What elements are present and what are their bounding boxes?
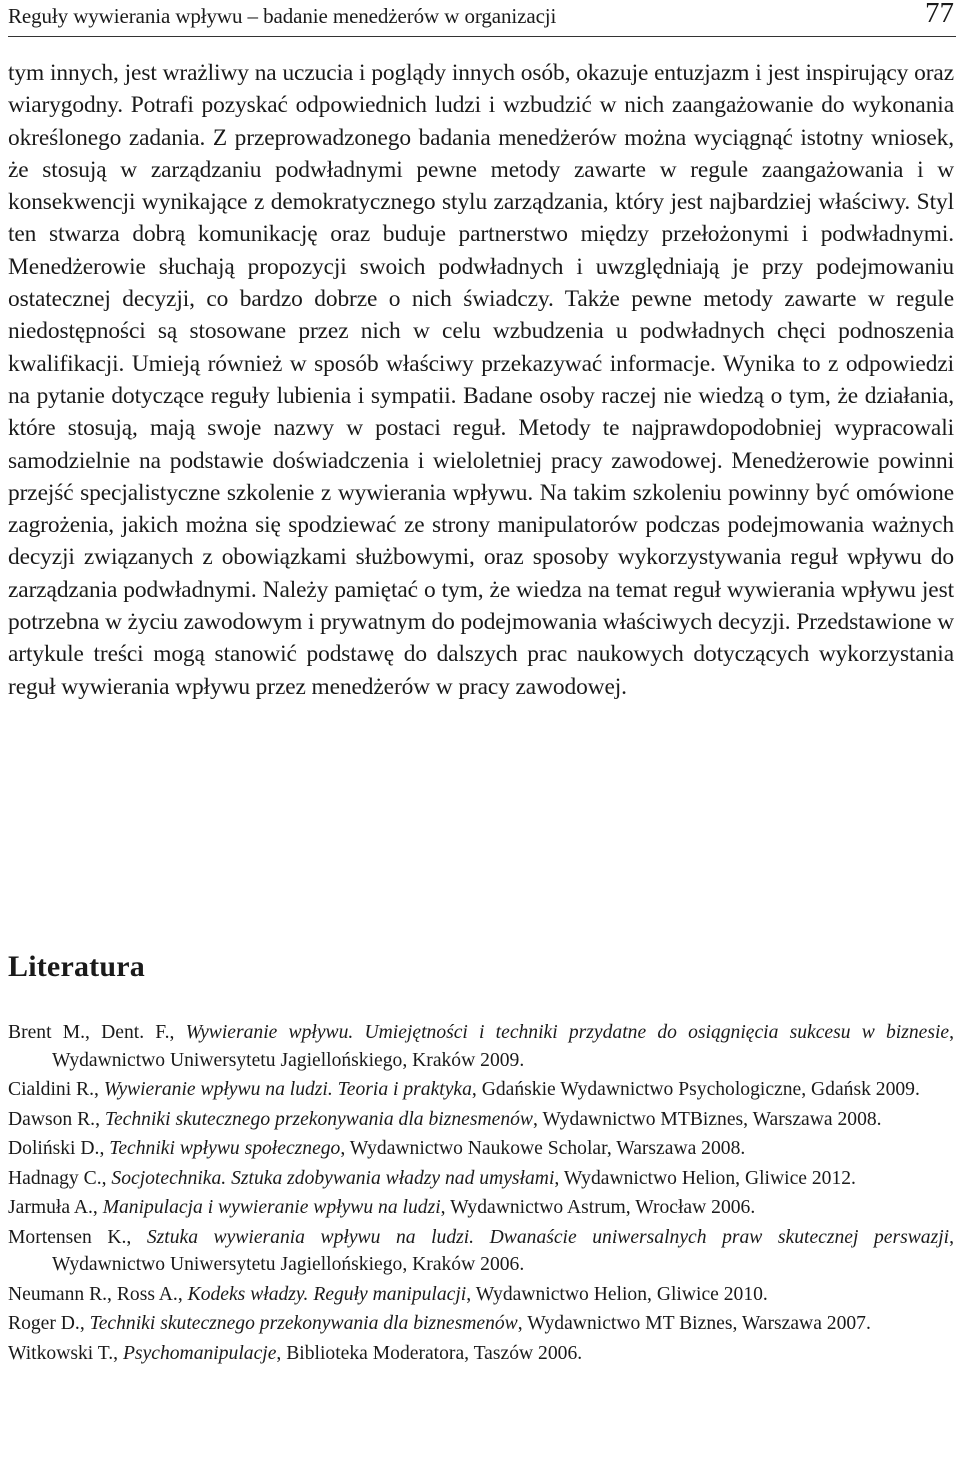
- reference-author: Doliński D.,: [8, 1138, 110, 1159]
- reference-publisher: , Wydawnictwo Helion, Gliwice 2012.: [554, 1167, 856, 1189]
- reference-publisher: , Wydawnictwo Astrum, Wrocław 2006.: [440, 1197, 756, 1218]
- reference-publisher: , Wydawnictwo MTBiznes, Warszawa 2008.: [533, 1108, 882, 1130]
- reference-author: Mortensen K.,: [8, 1226, 147, 1248]
- page-number: 77: [925, 0, 954, 29]
- reference-title: Wywieranie wpływu. Umiejętności i techniki przydatne do osiągnięcia sukcesu w biznesie: [185, 1022, 950, 1043]
- reference-publisher: , Wydawnictwo Uniwersytetu Jagiellońskiego, Kraków 2006.: [52, 1226, 954, 1275]
- reference-author: Jarmuła A.,: [8, 1197, 103, 1218]
- reference-item: [8, 1165, 954, 1193]
- reference-item: [8, 1281, 954, 1309]
- reference-list: [8, 1019, 954, 1369]
- reference-author: Cialdini R.,: [8, 1079, 104, 1100]
- body-paragraph: tym innych, jest wrażliwy na uczucia i poglądy innych osób, okazuje entuzjazm i jest inspirujący oraz wiarygodny. Potrafi pozyskać odpowiednich ludzi i wzbudzić w nich zaangażowanie do wykonania określonego zadania. Z przeprowadzonego badania menedżerów można wyciągnąć istotny wniosek, że stosują w zarządzaniu podwładnymi pewne metody zawarte w regule zaangażowania i w konsekwencji wynikające z demokratycznego stylu zarządzania, który jest najbardziej właściwy. Styl ten stwarza dobrą komunikację oraz buduje partnerstwo między przełożonymi i podwładnymi. Menedżerowie słuchają propozycji swoich podwładnych i uwzględniają je przy podejmowaniu ostatecznej decyzji, co bardzo dobrze o nich świadczy. Także pewne metody zawarte w regule niedostępności są stosowane przez nich w celu wzbudzenia u podwładnych chęci podnoszenia kwalifikacji. Umieją również w sposób właściwy przekazywać informacje. Wynika to z odpowiedzi na pytanie dotyczące reguły lubienia i sympatii. Badane osoby raczej nie wiedzą o tym, że działania, które stosują, mają swoje nazwy w postaci reguł. Metody te najprawdopodobniej wypracowali samodzielnie na podstawie doświadczenia i wieloletniej pracy zawodowej. Menedżerowie powinni przejść specjalistyczne szkolenie z wywierania wpływu. Na takim szkoleniu powinny być omówione zagrożenia, jakich można się spodziewać ze strony manipulatorów podczas podejmowania ważnych decyzji związanych z obowiązkami służbowymi, oraz sposoby wykorzystywania reguł wpływu do zarządzania podwładnymi. Należy pamiętać o tym, że wiedza na temat reguł wywierania wpływu jest potrzebna w życiu zawodowym i prywatnym do podejmowania właściwych decyzji. Przedstawione w artykule treści mogą stanowić podstawę do dalszych prac naukowych dotyczących wykorzystania reguł wywierania wpływu przez menedżerów w pracy zawodowej.: [8, 60, 954, 700]
- reference-author: Witkowski T.,: [8, 1342, 123, 1364]
- reference-publisher: , Gdańskie Wydawnictwo Psychologiczne, Gdańsk 2009.: [471, 1079, 920, 1100]
- reference-author: Neumann R., Ross A.,: [8, 1283, 188, 1305]
- reference-title: Sztuka wywierania wpływu na ludzi. Dwanaście uniwersalnych praw skutecznej perswazji: [146, 1226, 950, 1248]
- reference-publisher: , Wydawnictwo Uniwersytetu Jagiellońskiego, Kraków 2009.: [52, 1022, 954, 1071]
- reference-author: Hadnagy C.,: [8, 1167, 112, 1189]
- reference-author: Dawson R.,: [8, 1108, 105, 1130]
- reference-author: Brent M., Dent. F.,: [8, 1022, 186, 1043]
- reference-title: Kodeks władzy. Reguły manipulacji: [187, 1283, 467, 1305]
- reference-title: Psychomanipulacje: [122, 1342, 277, 1364]
- running-header: [8, 0, 956, 37]
- section-heading-literatura: Literatura: [8, 950, 145, 983]
- reference-publisher: , Wydawnictwo MT Biznes, Warszawa 2007.: [517, 1313, 871, 1334]
- reference-item: [8, 1310, 954, 1338]
- reference-item: [8, 1106, 954, 1134]
- reference-item: [8, 1340, 954, 1368]
- reference-item: [8, 1135, 954, 1163]
- reference-item: [8, 1019, 954, 1074]
- reference-title: Techniki skutecznego przekonywania dla biznesmenów: [89, 1313, 518, 1334]
- reference-item: [8, 1224, 954, 1279]
- reference-publisher: , Biblioteka Moderatora, Taszów 2006.: [276, 1342, 583, 1364]
- reference-item: [8, 1076, 954, 1104]
- reference-title: Techniki wpływu społecznego: [109, 1138, 341, 1159]
- reference-author: Roger D.,: [8, 1313, 90, 1334]
- reference-title: Manipulacja i wywieranie wpływu na ludzi: [102, 1197, 441, 1218]
- reference-title: Techniki skutecznego przekonywania dla biznesmenów: [104, 1108, 533, 1130]
- reference-item: [8, 1194, 954, 1222]
- reference-publisher: , Wydawnictwo Helion, Gliwice 2010.: [466, 1283, 768, 1305]
- reference-title: Socjotechnika. Sztuka zdobywania władzy nad umysłami: [111, 1167, 555, 1189]
- running-title: Reguły wywierania wpływu – badanie menedżerów w organizacji: [8, 4, 557, 28]
- reference-publisher: , Wydawnictwo Naukowe Scholar, Warszawa 2008.: [340, 1138, 746, 1159]
- reference-title: Wywieranie wpływu na ludzi. Teoria i praktyka: [103, 1079, 472, 1100]
